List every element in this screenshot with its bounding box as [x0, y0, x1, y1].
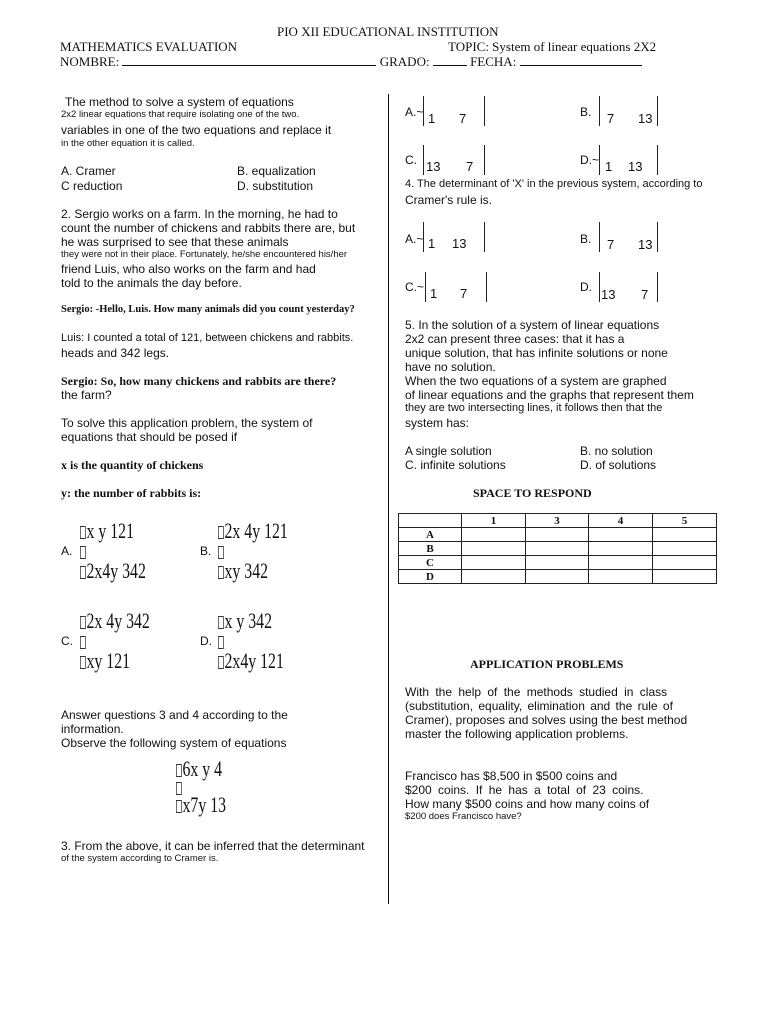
application-p3: Cramer), proposes and solves using the best method: [405, 713, 688, 727]
q4-a-val2: 13: [452, 236, 467, 251]
answer-grid-title: SPACE TO RESPOND: [473, 486, 592, 500]
q2-b-eq2: xy 342: [224, 558, 269, 583]
q3-c-val2: 7: [466, 159, 474, 174]
q5-option-b: B. no solution: [580, 444, 653, 458]
grid-header-blank: [399, 514, 462, 528]
q3-b-val1: 7: [607, 111, 615, 126]
q1-line1: The method to solve a system of equations: [65, 95, 294, 109]
name-label: NOMBRE:: [60, 54, 120, 69]
q2-b-eq1: 2x 4y 121: [224, 518, 288, 543]
q4-line2: Cramer's rule is.: [405, 193, 492, 207]
grid-cell[interactable]: [462, 570, 526, 584]
y-definition: y: the number of rabbits is:: [61, 486, 202, 500]
column-divider: [388, 94, 389, 904]
q4-line1: 4. The determinant of 'X' in the previous system, according to: [405, 178, 703, 190]
q5-line1: 5. In the solution of a system of linear equations: [405, 318, 660, 332]
student-fields: [60, 54, 642, 70]
solve-line1: To solve this application problem, the system of: [61, 416, 313, 430]
grid-cell[interactable]: [462, 528, 526, 542]
q5-line3: unique solution, that has infinite solutions or none: [405, 346, 668, 360]
q2-line1: 2. Sergio works on a farm. In the morning, he had to: [61, 207, 338, 221]
topic-title: TOPIC: System of linear equations 2X2: [448, 39, 657, 54]
grid-cell[interactable]: [526, 542, 589, 556]
q4-a-val1: 1: [428, 236, 436, 251]
q1-option-c: C reduction: [61, 179, 123, 193]
grid-cell[interactable]: [589, 542, 653, 556]
grid-cell[interactable]: [462, 542, 526, 556]
grid-cell[interactable]: [526, 528, 589, 542]
q5-option-a: A single solution: [405, 444, 492, 458]
francisco-line2: $200 coins. If he has a total of 23 coins.: [405, 783, 644, 797]
q3-line2: of the system according to Cramer is.: [61, 853, 219, 864]
grade-field[interactable]: [433, 54, 467, 66]
q2-d-eq1: x y 342: [224, 608, 272, 633]
grade-label: GRADO:: [379, 54, 430, 69]
grid-cell[interactable]: [653, 570, 717, 584]
francisco-line1: Francisco has $8,500 in $500 coins and: [405, 769, 618, 783]
grid-header-1: 1: [462, 514, 526, 528]
q2-c-eq2: xy 121: [86, 648, 131, 673]
q4-d-val1: 13: [601, 287, 616, 302]
given-eq1: 6x y 4: [182, 756, 223, 781]
q2-d-eq2: 2x4y 121: [224, 648, 284, 673]
q3-d-val2: 13: [628, 159, 643, 174]
q1-line4: in the other equation it is called.: [61, 138, 195, 149]
q1-option-a: A. Cramer: [61, 164, 116, 178]
application-p2: (substitution, equality, elimination and the rule of: [405, 699, 673, 713]
q2-line4: they were not in their place. Fortunately, he/she encountered his/her: [61, 249, 348, 260]
answer-grid-row: [399, 542, 717, 556]
q4-c-val2: 7: [460, 286, 468, 301]
q3-a-val2: 7: [459, 111, 467, 126]
q5-line2: 2x2 can present three cases: that it has a: [405, 332, 625, 346]
q2-option-c-label: C.: [61, 634, 73, 648]
q4-d-val2: 7: [641, 287, 649, 302]
q2-a-eq2: 2x4y 342: [86, 558, 146, 583]
application-title: APPLICATION PROBLEMS: [470, 657, 624, 671]
q3-option-b-label: B.: [580, 105, 592, 119]
answer-grid-row: [399, 556, 717, 570]
grid-cell[interactable]: [653, 542, 717, 556]
grid-header-5: 5: [653, 514, 717, 528]
grid-row-label-d: D: [399, 570, 462, 584]
q2-a-eq1: x y 121: [86, 518, 134, 543]
q1-option-d: D. substitution: [237, 179, 314, 193]
answer-grid: [398, 513, 717, 584]
q5-line4: have no solution.: [405, 360, 496, 374]
q4-option-a-label: A.~: [405, 232, 424, 246]
q3-d-val1: 1: [605, 159, 613, 174]
q3-option-d-label: D.~: [580, 153, 600, 167]
date-field[interactable]: [520, 54, 642, 66]
q3-b-val2: 13: [638, 111, 653, 126]
luis-answer-2: heads and 342 legs.: [61, 346, 170, 360]
q5-line8: system has:: [405, 416, 470, 430]
q2-c-eq1: 2x 4y 342: [86, 608, 150, 633]
name-field[interactable]: [122, 54, 376, 66]
info-line1: Answer questions 3 and 4 according to the: [61, 708, 288, 722]
grid-cell[interactable]: [653, 556, 717, 570]
answer-grid-row: [399, 528, 717, 542]
luis-answer-1: Luis: I counted a total of 121, between chickens and rabbits.: [61, 332, 354, 344]
q2-line6: told to the animals the day before.: [61, 276, 242, 290]
application-p4: master the following application problems.: [405, 727, 629, 741]
q4-b-val1: 7: [607, 237, 615, 252]
q5-option-c: C. infinite solutions: [405, 458, 506, 472]
grid-cell[interactable]: [526, 556, 589, 570]
answer-grid-header-row: [399, 514, 717, 528]
q1-option-b: B. equalization: [237, 164, 316, 178]
q4-c-val1: 1: [430, 286, 438, 301]
q3-c-val1: 13: [426, 159, 441, 174]
answer-grid-row: [399, 570, 717, 584]
sergio-question-2: Sergio: So, how many chickens and rabbits are there?: [61, 374, 337, 388]
q2-option-d-label: D.: [200, 634, 212, 648]
grid-cell[interactable]: [589, 528, 653, 542]
q4-option-c-label: C.~: [405, 280, 425, 294]
q3-option-a-label: A.~: [405, 105, 424, 119]
info-line3: Observe the following system of equations: [61, 736, 287, 750]
application-p1: With the help of the methods studied in class: [405, 685, 668, 699]
grid-row-label-b: B: [399, 542, 462, 556]
grid-cell[interactable]: [653, 528, 717, 542]
x-definition: x is the quantity of chickens: [61, 458, 204, 472]
q1-line2: 2x2 linear equations that require isolating one of the two.: [61, 109, 300, 120]
q5-line5: When the two equations of a system are graphed: [405, 374, 667, 388]
given-eq2: x7y 13: [182, 792, 227, 817]
sergio-question-1: Sergio: -Hello, Luis. How many animals did you count yesterday?: [61, 304, 355, 315]
q5-option-d: D. of solutions: [580, 458, 657, 472]
q5-line6: of linear equations and the graphs that represent them: [405, 388, 694, 402]
q3-line1: 3. From the above, it can be inferred that the determinant: [61, 839, 365, 853]
grid-row-label-c: C: [399, 556, 462, 570]
grid-cell[interactable]: [589, 556, 653, 570]
grid-row-label-a: A: [399, 528, 462, 542]
q2-line5: friend Luis, who also works on the farm and had: [61, 262, 316, 276]
q4-option-d-label: D.: [580, 280, 592, 294]
q5-line7: they are two intersecting lines, it follows then that the: [405, 402, 663, 414]
solve-line2: equations that should be posed if: [61, 430, 238, 444]
grid-cell[interactable]: [589, 570, 653, 584]
date-label: FECHA:: [470, 54, 517, 69]
q4-b-val2: 13: [638, 237, 653, 252]
q2-option-a-label: A.: [61, 544, 73, 558]
q2-line2: count the number of chickens and rabbits there are, but: [61, 221, 356, 235]
grid-header-3: 3: [526, 514, 589, 528]
institution-title: PIO XII EDUCATIONAL INSTITUTION: [277, 24, 499, 39]
grid-cell[interactable]: [462, 556, 526, 570]
q2-option-b-label: B.: [200, 544, 212, 558]
q4-option-b-label: B.: [580, 232, 592, 246]
francisco-line4: $200 does Francisco have?: [405, 811, 522, 822]
grid-cell[interactable]: [526, 570, 589, 584]
q3-a-val1: 1: [428, 111, 436, 126]
farm-line: the farm?: [61, 388, 112, 402]
q1-line3: variables in one of the two equations and replace it: [61, 123, 332, 137]
q2-line3: he was surprised to see that these animals: [61, 235, 289, 249]
subject-title: MATHEMATICS EVALUATION: [60, 39, 238, 54]
q3-option-c-label: C.: [405, 153, 417, 167]
grid-header-4: 4: [589, 514, 653, 528]
info-line2: information.: [61, 722, 124, 736]
francisco-line3: How many $500 coins and how many coins of: [405, 797, 650, 811]
